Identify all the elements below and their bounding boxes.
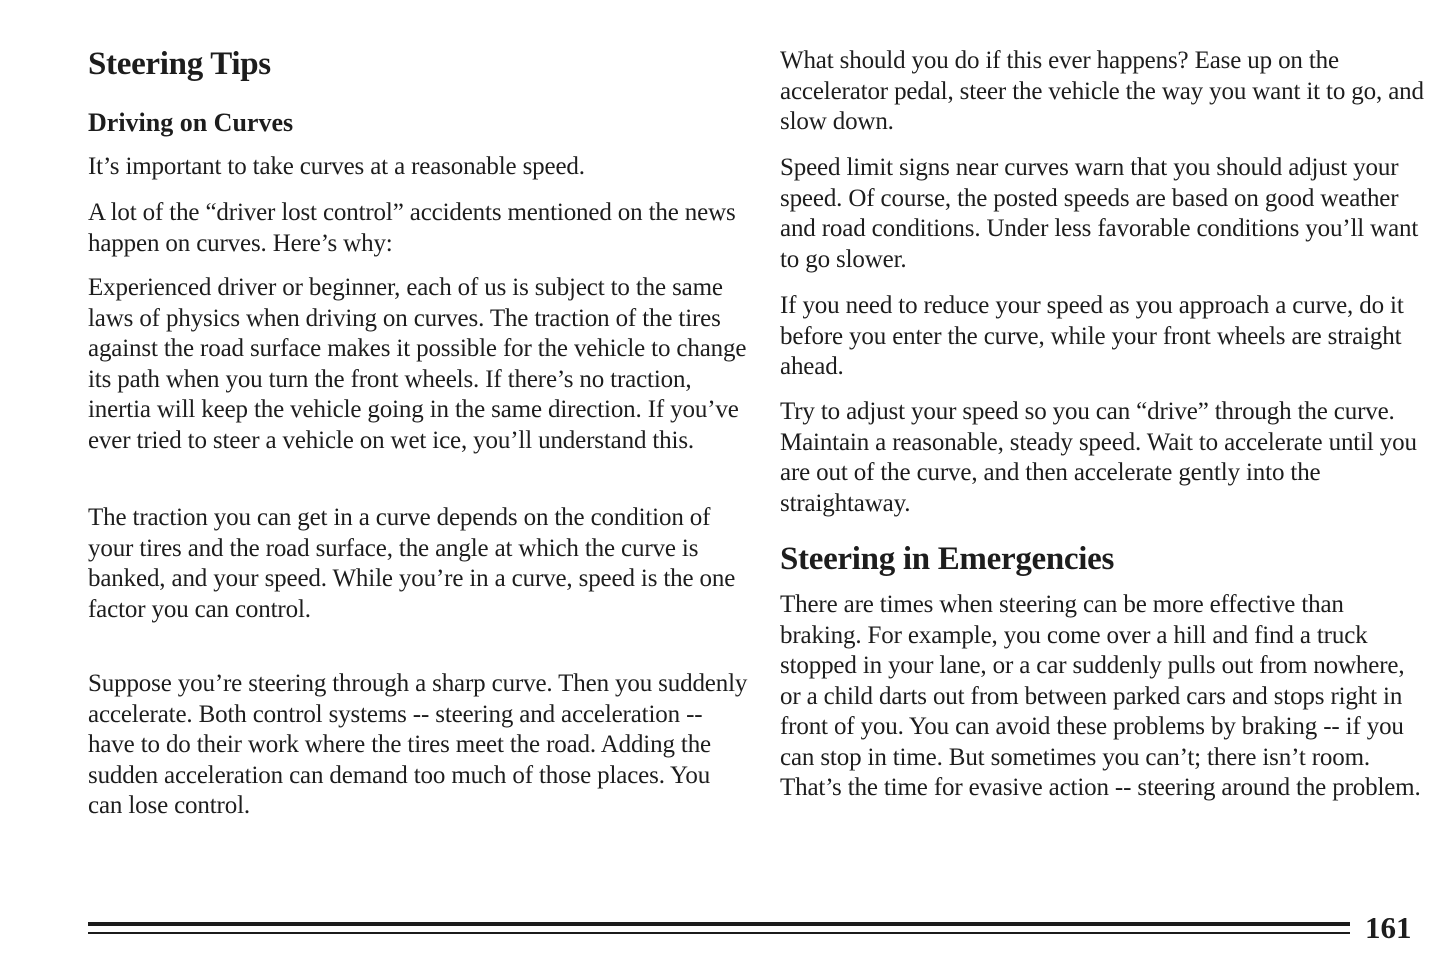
paragraph: What should you do if this ever happens? Ease up on the accelerator pedal, steer the vehicle the way you want it to go, and slow down. bbox=[780, 47, 1424, 135]
footer-rule-thin bbox=[88, 932, 1350, 934]
paragraph: If you need to reduce your speed as you approach a curve, do it before you enter the curve, while your front wheels are straight ahead. bbox=[780, 292, 1404, 380]
paragraph: A lot of the “driver lost control” accidents mentioned on the news happen on curves. Here’s why: bbox=[88, 199, 736, 257]
paragraph: Experienced driver or beginner, each of us is subject to the same laws of physics when driving on curves. The traction of the tires against the road surface makes it possible for the vehicle to change its path when you turn the front wheels. If there’s no traction, inertia will keep the vehicle going in the same direction. If you’ve ever tried to steer a vehicle on wet ice, you’ll understand this. bbox=[88, 274, 747, 454]
footer-rule-thick bbox=[88, 922, 1350, 926]
paragraph: Speed limit signs near curves warn that you should adjust your speed. Of course, the posted speeds are based on good weather and road conditions. Under less favorable conditions you’ll want to go slower. bbox=[780, 154, 1419, 273]
page-number: 161 bbox=[1365, 910, 1412, 945]
paragraph: Suppose you’re steering through a sharp curve. Then you suddenly accelerate. Both control systems -- steering and acceleration -- have to do their work where the tires meet the road. Adding the sudden acceleration can demand too much of those places. You can lose control. bbox=[88, 670, 748, 819]
subsection-title: Driving on Curves bbox=[88, 108, 294, 137]
paragraph: It’s important to take curves at a reasonable speed. bbox=[88, 153, 585, 180]
paragraph: Try to adjust your speed so you can “drive” through the curve. Maintain a reasonable, steady speed. Wait to accelerate until you are out of the curve, and then accelerate gently into the straightaway. bbox=[780, 398, 1417, 517]
footer-rule bbox=[88, 922, 1350, 938]
section-title: Steering in Emergencies bbox=[780, 541, 1115, 577]
paragraph: There are times when steering can be more effective than braking. For example, you come over a hill and find a truck stopped in your lane, or a car suddenly pulls out from nowhere, or a child darts out from between parked cars and stops right in front of you. You can avoid these problems by braking -- if you can stop in time. But sometimes you can’t; there isn’t room. That’s the time for evasive action -- steering around the problem. bbox=[780, 591, 1421, 801]
page-title: Steering Tips bbox=[88, 46, 271, 82]
paragraph: The traction you can get in a curve depends on the condition of your tires and the road surface, the angle at which the curve is banked, and your speed. While you’re in a curve, speed is the one factor you can control. bbox=[88, 504, 736, 623]
